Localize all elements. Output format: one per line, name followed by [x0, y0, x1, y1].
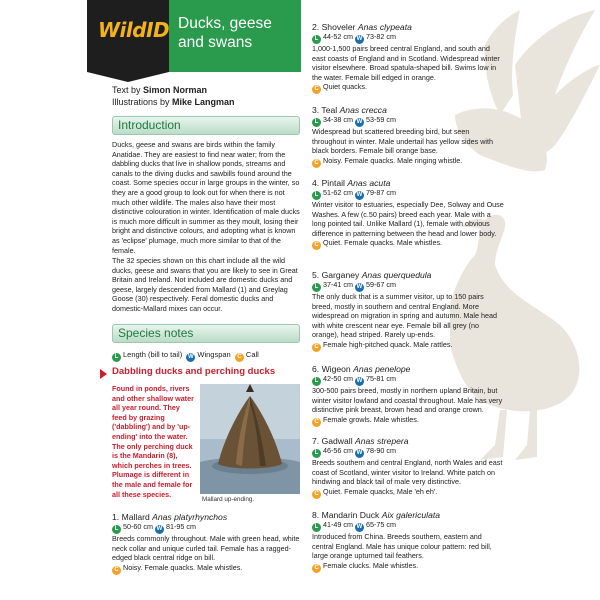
species-6-call: C Female growls. Male whistles.	[312, 415, 505, 427]
photo-caption: Mallard up-ending.	[202, 496, 255, 503]
species-6-description: 300-500 pairs breed, mostly in northern upland Britain, but winter visitor lowland and coastal throughout. Male has very distinctive pink breast, brown head and orange crown.	[312, 386, 503, 415]
species-6-measurements: L 42-50 cm W 75-81 cm	[312, 374, 505, 386]
species-7-call: C Quiet. Female quacks, Male 'eh eh'.	[312, 487, 505, 499]
page-title-line2: and swans	[178, 34, 253, 51]
species-1-call: C Noisy. Female quacks. Male whistles.	[112, 563, 302, 575]
call-badge-icon: C	[312, 241, 321, 250]
species-8-name: 8. Mandarin Duck Aix galericulata	[312, 510, 441, 520]
wingspan-badge-icon: W	[356, 36, 363, 42]
text-credit-label: Text by	[112, 85, 144, 95]
species-1	[112, 512, 302, 575]
illustration-credit-label: Illustrations by	[112, 97, 173, 107]
wildid-logo: WildID	[98, 18, 170, 42]
wingspan-badge-icon: W	[356, 450, 363, 456]
species-8	[312, 510, 505, 573]
species-7-name: 7. Gadwall Anas strepera	[312, 436, 409, 446]
wingspan-badge-icon: W	[356, 284, 363, 290]
species-3-call: C Noisy. Female quacks. Male ringing whistle.	[312, 156, 505, 168]
dabbling-ducks-heading: Dabbling ducks and perching ducks	[112, 366, 276, 377]
species-2-name: 2. Shoveler Anas clypeata	[312, 22, 412, 32]
mallard-photo	[200, 384, 300, 494]
species-4-measurements: L 51-62 cm W 79-87 cm	[312, 188, 505, 200]
length-badge-icon: L	[312, 191, 321, 200]
introduction-paragraph-1: Ducks, geese and swans are birds within the family Anatidae. They are easiest to find near water; from the dabbling ducks that live in shallow ponds, streams and canals to the diving ducks and sawbills found around the coast. Some species occur in large groups in the winter, so they are a good group to look out for when there is not much other wildlife. The males also have their most distinctive colouration in winter. Identification of male ducks is much more difficult in summer as they moult, losing their bright and distinctive colours, and adopting what is known as 'eclipse' plumage, much more similar to that of the female.	[112, 140, 300, 255]
text-credit	[112, 84, 235, 96]
species-1-measurements: L 50-60 cm W 81-95 cm	[112, 522, 302, 534]
species-notes-heading: Species notes	[118, 326, 194, 340]
species-8-call: C Female clucks. Male whistles.	[312, 561, 505, 573]
logo-notch	[87, 72, 169, 82]
species-8-description: Introduced from China. Breeds southern, eastern and central England. Male has unique colour pattern: red bill, large orange upturned tail feathers.	[312, 532, 492, 561]
length-badge-icon: L	[312, 35, 321, 44]
call-badge-icon: C	[112, 566, 121, 575]
length-badge-icon: L	[312, 118, 321, 127]
species-4	[312, 178, 505, 250]
species-5	[312, 270, 505, 352]
length-badge-icon: L	[312, 523, 321, 532]
species-4-call: C Quiet. Female quacks. Male whistles.	[312, 238, 505, 250]
species-2-call: C Quiet quacks.	[312, 82, 505, 94]
species-7-description: Breeds southern and central England, north Wales and east coast of Scotland, winter visitor to Ireland. White patch on hindwing and black tail of male very distinctive.	[312, 458, 503, 487]
call-badge-icon: C	[312, 564, 321, 573]
species-1-name: 1. Mallard Anas platyrhynchos	[112, 512, 228, 522]
species-5-call: C Female high-pitched quack. Male rattles.	[312, 340, 505, 352]
legend-wingspan: Wingspan	[197, 350, 231, 359]
call-badge-icon: C	[312, 159, 321, 168]
wingspan-badge-icon: W	[356, 119, 363, 125]
species-2-measurements: L 44-52 cm W 73-82 cm	[312, 32, 505, 44]
species-6-name: 6. Wigeon Anas penelope	[312, 364, 411, 374]
species-5-description: The only duck that is a summer visitor, up to 150 pairs breed, mostly in southern and central England. More widespread on migration in spring and autumn. Male head with white crescent near eye. Female bill all grey (no orange), head striped. Rarely up-ends.	[312, 292, 497, 340]
text-author: Simon Norman	[143, 85, 208, 95]
species-5-measurements: L 37-41 cm W 59-67 cm	[312, 280, 505, 292]
species-5-name: 5. Garganey Anas querquedula	[312, 270, 432, 280]
species-4-description: Winter visitor to estuaries, especially Dee, Solway and Ouse Washes. A few (c.50 pairs) breed each year. Male with a long pointed tail. Unlike Mallard (1), female with obvious difference in patterning between the head and lower body.	[312, 200, 504, 238]
wingspan-badge-icon: W	[356, 192, 363, 198]
page-title	[178, 14, 298, 52]
credits	[112, 84, 235, 108]
call-badge-icon: C	[312, 418, 321, 427]
introduction-heading: Introduction	[118, 118, 181, 132]
length-badge-icon: L	[312, 377, 321, 386]
species-2	[312, 22, 505, 94]
section-marker-icon	[100, 369, 107, 379]
species-3	[312, 105, 505, 168]
length-badge-icon: L	[112, 353, 121, 362]
legend-length: Length (bill to tail)	[123, 350, 183, 359]
species-6	[312, 364, 505, 427]
length-badge-icon: L	[312, 449, 321, 458]
legend-call: Call	[245, 350, 259, 359]
wingspan-badge-icon: W	[188, 354, 194, 360]
legend	[112, 349, 259, 362]
species-7-measurements: L 46-56 cm W 78-90 cm	[312, 446, 505, 458]
length-badge-icon: L	[112, 525, 121, 534]
illustration-credit	[112, 96, 235, 108]
wingspan-badge-icon: W	[356, 524, 363, 530]
introduction-paragraph-2: The 32 species shown on this chart include all the wild ducks, geese and swans that you are likely to see in Great Britain and Ireland. Not included are domestic ducks and geese, largely descended from Mallard (1) and Greylag Goose (30) respectively. Feral domestic ducks and domestic-Mallard mixes can occur.	[112, 256, 298, 313]
species-3-measurements: L 34-38 cm W 53-59 cm	[312, 115, 505, 127]
wingspan-badge-icon: W	[356, 378, 363, 384]
call-badge-icon: C	[312, 343, 321, 352]
species-8-measurements: L 41-49 cm W 65-75 cm	[312, 520, 505, 532]
call-badge-icon: C	[312, 85, 321, 94]
dabbling-ducks-description: Found in ponds, rivers and other shallow water all year round. They feed by grazing ('dabbling') and by 'up-ending' into the water. The only perching duck is the Mandarin (8), which perches in trees. Plumage is different in the male and female for all these species.	[112, 384, 194, 499]
call-badge-icon: C	[235, 353, 244, 362]
length-badge-icon: L	[312, 283, 321, 292]
page-title-line1: Ducks, geese	[178, 15, 272, 32]
species-1-description: Breeds commonly throughout. Male with green head, white neck collar and unique curled tail. Female has a ragged-edged black central ridge on bill.	[112, 534, 300, 563]
species-7	[312, 436, 505, 499]
species-3-name: 3. Teal Anas crecca	[312, 105, 387, 115]
call-badge-icon: C	[312, 490, 321, 499]
species-3-description: Widespread but scattered breeding bird, but seen throughout in winter. Male undertail has yellow sides with black borders. Female bill orange base.	[312, 127, 493, 156]
wingspan-badge-icon: W	[156, 526, 163, 532]
species-4-name: 4. Pintail Anas acuta	[312, 178, 391, 188]
illustration-author: Mike Langman	[172, 97, 235, 107]
species-2-description: 1,000-1,500 pairs breed central England, and south and east coasts of England and in Scotland. Widespread winter visitor elsewhere. Broad spatula-shaped bill. Swims low in the water. Female bill edged in orange.	[312, 44, 500, 82]
